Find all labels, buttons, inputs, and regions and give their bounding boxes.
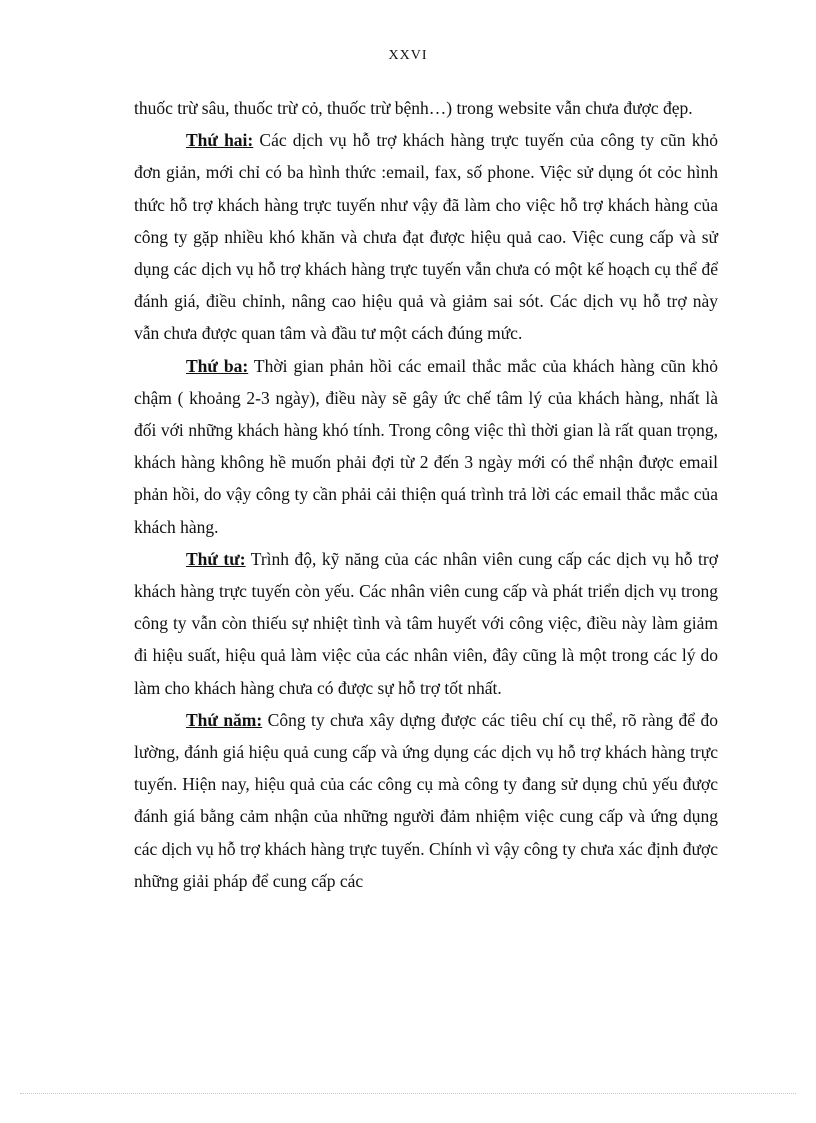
paragraph-text: Công ty chưa xây dựng được các tiêu chí cụ thể, rõ ràng để đo lường, đánh giá hiệu quả cung cấp và ứng dụng các dịch vụ hỗ trợ khách hàng trực tuyến. Hiện nay, hiệu quả của các công cụ mà công ty đang sử dụng chủ yếu được đánh giá bằng cảm nhận của những người đảm nhiệm việc cung cấp và ứng dụng các dịch vụ hỗ trợ khách hàng trực tuyến. Chính vì vậy công ty chưa xác định được những giải pháp để cung cấp các bbox=[134, 709, 718, 891]
paragraph-heading: Thứ hai: bbox=[186, 130, 254, 151]
intro-paragraph: thuốc trừ sâu, thuốc trừ cỏ, thuốc trừ bệnh…) trong website vẫn chưa được đẹp. bbox=[134, 98, 693, 118]
paragraph-heading: Thứ ba: bbox=[186, 355, 249, 376]
document-body bbox=[134, 92, 718, 897]
paragraph-thu-hai bbox=[134, 124, 718, 349]
page-bottom-divider bbox=[20, 1093, 796, 1094]
paragraph-thu-ba bbox=[134, 350, 718, 543]
paragraph-heading: Thứ tư: bbox=[186, 548, 246, 569]
page-number: XXVI bbox=[388, 48, 428, 63]
paragraph-thu-tu bbox=[134, 543, 718, 704]
paragraph-text: Thời gian phản hồi các email thắc mắc của khách hàng cũn khỏ chậm ( khoảng 2-3 ngày), điều này sẽ gây ức chế tâm lý của khách hàng, nhất là đối với những khách hàng khó tính. Trong công việc thì thời gian là rất quan trọng, khách hàng không hề muốn phải đợi từ 2 đến 3 ngày mới có thể nhận được email phản hồi, do vậy công ty cần phải cải thiện quá trình trả lời các email thắc mắc của khách hàng. bbox=[134, 355, 718, 537]
paragraph-text: Trình độ, kỹ năng của các nhân viên cung cấp các dịch vụ hỗ trợ khách hàng trực tuyến còn yếu. Các nhân viên cung cấp và phát triển dịch vụ trong công ty vẫn còn thiếu sự nhiệt tình và tâm huyết với công việc, điều này làm giảm đi hiệu suất, hiệu quả làm việc của các nhân viên, đây cũng là một trong các lý do làm cho khách hàng chưa có được sự hỗ trợ tốt nhất. bbox=[134, 548, 718, 698]
paragraph-heading: Thứ năm: bbox=[186, 709, 263, 730]
paragraph-thu-nam bbox=[134, 704, 718, 897]
paragraph-text: Các dịch vụ hỗ trợ khách hàng trực tuyến của công ty cũn khỏ đơn giản, mới chỉ có ba hình thức :email, fax, số phone. Việc sử dụng ót cỏc hình thức hỗ trợ khách hàng trực tuyến như vậy đã làm cho việc hỗ trợ khách hàng của công ty gặp nhiều khó khăn và chưa đạt được hiệu quả cao. Việc cung cấp và sử dụng các dịch vụ hỗ trợ khách hàng trực tuyến vẫn chưa có một kế hoạch cụ thể để đánh giá, điều chỉnh, nâng cao hiệu quả và giảm sai sót. Các dịch vụ hỗ trợ này vẫn chưa được quan tâm và đầu tư một cách đúng mức. bbox=[134, 130, 718, 344]
